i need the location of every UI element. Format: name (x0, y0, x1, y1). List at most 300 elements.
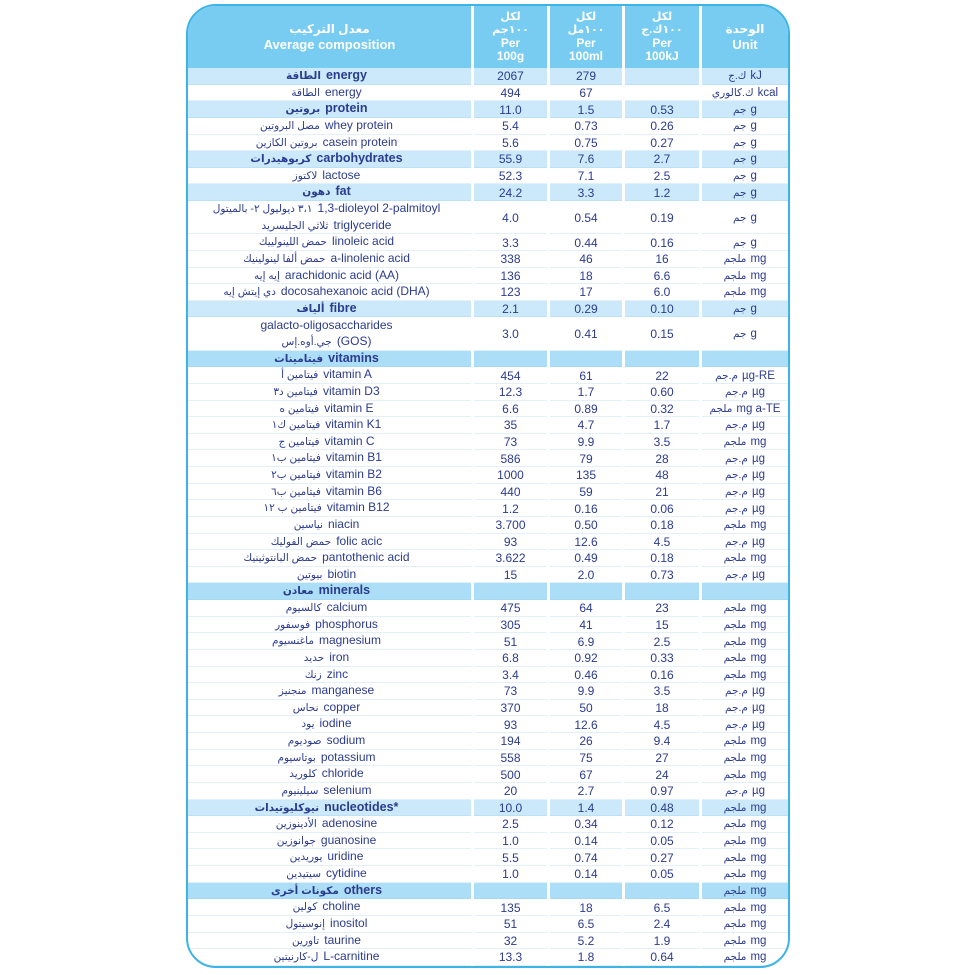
unit (699, 800, 788, 817)
unit-ar: م.جم (725, 702, 748, 715)
nutrient-name-en: casein protein (322, 134, 398, 149)
nutrient-name-ar: كالسيوم (285, 602, 322, 615)
nutrient-name-ar: منجنيز (278, 685, 307, 698)
unit-en: mg (750, 818, 767, 831)
nutrient-name (188, 583, 471, 600)
unit-en: mg (750, 552, 767, 565)
unit-ar: م.جم (725, 386, 748, 399)
value-per-100kj: 0.97 (622, 783, 699, 800)
nutrient-name-en: fibre (329, 300, 357, 315)
nutrient-name (188, 866, 471, 883)
nutrient-name-line (243, 251, 416, 268)
value-per-100kj: 0.60 (622, 384, 699, 401)
table-row (188, 417, 788, 434)
nutrient-name-ar: جوانوزين (276, 834, 316, 847)
nutrient-name-line (283, 583, 376, 600)
value-per-100kj: 48 (622, 467, 699, 484)
unit-en: g (750, 186, 757, 199)
table-row (188, 201, 788, 234)
nutrient-name-en: vitamin K1 (325, 417, 382, 432)
value-per-100ml: 67 (547, 766, 622, 783)
nutrient-name-en: vitamin B2 (325, 467, 382, 482)
nutrient-name-line (223, 284, 435, 301)
unit-ar: ك.كالوري (711, 86, 754, 99)
value-per-100kj: 16 (622, 251, 699, 268)
nutrient-name-ar: بوتاسيوم (277, 751, 316, 764)
nutrient-name-en: sodium (326, 733, 366, 748)
value-per-100kj: 0.48 (622, 800, 699, 817)
nutrient-name-ar: فيتامين ك١ (271, 419, 321, 432)
value-per-100ml: 12.6 (547, 534, 622, 551)
unit (699, 417, 788, 434)
unit-ar: م.جم (725, 502, 748, 515)
value-per-100ml (547, 351, 622, 368)
nutrient-name (188, 800, 471, 817)
nutrient-name (188, 750, 471, 767)
unit-ar: ملجم (723, 652, 747, 665)
unit (699, 750, 788, 767)
unit (699, 101, 788, 118)
header-per-100ml-en2: 100ml (568, 49, 604, 63)
nutrient-name-ar: نياسين (293, 518, 323, 531)
value-per-100kj: 27 (622, 750, 699, 767)
nutrient-name (188, 700, 471, 717)
table-row (188, 184, 788, 201)
value-per-100g: 10.0 (471, 800, 547, 817)
value-per-100ml: 0.74 (547, 849, 622, 866)
nutrient-name-line (272, 633, 387, 650)
unit-en: g (750, 328, 757, 340)
nutrient-name (188, 534, 471, 551)
header-per-100ml-en1: Per (576, 36, 596, 50)
nutrient-name (188, 816, 471, 833)
nutrient-name-en: biotin (327, 566, 357, 581)
nutrient-name-ar: يود (301, 718, 315, 731)
value-per-100g: 1.0 (471, 833, 547, 850)
unit-en: mg (750, 901, 767, 914)
nutrient-name-line (277, 750, 381, 767)
unit-en: mg (750, 934, 767, 947)
table-row (188, 899, 788, 916)
unit-en: g (750, 236, 757, 249)
unit-en: µg-RE (742, 369, 775, 382)
nutrient-name-ar: فيتامينات (274, 352, 324, 365)
unit-en: g (750, 211, 757, 224)
value-per-100g: 52.3 (471, 168, 547, 185)
value-per-100ml (547, 883, 622, 900)
unit (699, 683, 788, 700)
value-per-100g: 6.8 (471, 650, 547, 667)
unit-ar: جم (733, 103, 747, 116)
unit-en: mg (750, 851, 767, 864)
nutrient-name-en: potassium (320, 749, 376, 764)
unit (699, 151, 788, 168)
value-per-100g: 494 (471, 85, 547, 102)
value-per-100g: 12.3 (471, 384, 547, 401)
unit-en: mg (750, 735, 767, 748)
unit-en: µg (751, 569, 765, 582)
value-per-100g: 454 (471, 367, 547, 384)
nutrient-name-line (260, 318, 398, 334)
value-per-100kj (622, 68, 699, 85)
nutrient-name-ar: إنوسيتول (285, 917, 326, 930)
nutrient-name (188, 85, 471, 102)
unit-ar: جم (733, 328, 747, 340)
table-row (188, 450, 788, 467)
value-per-100g: 35 (471, 417, 547, 434)
unit-ar: جم (733, 186, 747, 199)
unit (699, 234, 788, 251)
nutrient-name-en: vitamin D3 (322, 383, 380, 398)
nutrient-name (188, 301, 471, 318)
unit-ar: جم (733, 170, 747, 183)
nutrient-name-ar: كربوهيدرات (250, 153, 312, 166)
nutrient-name-en: 1,3-dioleyol 2-palmitoyl (317, 201, 441, 216)
value-per-100kj: 3.5 (622, 434, 699, 451)
table-row (188, 733, 788, 750)
value-per-100kj: 2.5 (622, 168, 699, 185)
nutrient-name-line (278, 434, 380, 451)
nutrient-name-ar: فيتامين ج (278, 435, 320, 448)
value-per-100g: 440 (471, 484, 547, 501)
nutrient-name (188, 351, 471, 368)
value-per-100g: 24.2 (471, 184, 547, 201)
nutrient-name-line (243, 550, 415, 567)
nutrient-name-line (293, 899, 367, 916)
value-per-100ml: 50 (547, 700, 622, 717)
value-per-100g: 4.0 (471, 201, 547, 234)
value-per-100ml: 0.29 (547, 301, 622, 318)
table-row (188, 583, 788, 600)
value-per-100ml: 0.89 (547, 401, 622, 418)
nutrient-name (188, 68, 471, 85)
value-per-100kj (622, 583, 699, 600)
value-per-100g: 3.0 (471, 317, 547, 350)
value-per-100ml: 0.44 (547, 234, 622, 251)
unit (699, 633, 788, 650)
unit-en: mg (750, 635, 767, 648)
table-row (188, 750, 788, 767)
nutrient-name-en: pantothenic acid (322, 550, 410, 565)
table-row (188, 317, 788, 350)
table-row (188, 101, 788, 118)
nutrient-name-en: linoleic acid (332, 234, 395, 249)
value-per-100g: 1.2 (471, 500, 547, 517)
nutrient-name-ar: حمض ألفا لينولينيك (243, 252, 326, 265)
header-per-100g-ar2: ١٠٠جم (492, 24, 529, 36)
table-row (188, 367, 788, 384)
nutrient-name-line (285, 101, 373, 118)
nutrient-name-line (289, 766, 369, 783)
nutrient-name-en: cytidine (326, 866, 367, 881)
value-per-100g: 2067 (471, 68, 547, 85)
unit (699, 517, 788, 534)
nutrient-name-en: zinc (326, 666, 349, 681)
unit-en: g (750, 170, 757, 183)
nutrient-name-en: a-linolenic acid (330, 250, 410, 265)
nutrient-name (188, 500, 471, 517)
unit (699, 118, 788, 135)
unit (699, 733, 788, 750)
nutrient-name-en: carbohydrates (316, 151, 403, 166)
table-row (188, 118, 788, 135)
unit-en: g (750, 120, 757, 133)
value-per-100kj: 0.64 (622, 949, 699, 966)
value-per-100kj: 0.27 (622, 849, 699, 866)
table-row (188, 284, 788, 301)
header-per-100g-en1: Per (500, 36, 521, 50)
nutrient-name-en: inositol (330, 915, 368, 930)
value-per-100kj: 0.26 (622, 118, 699, 135)
value-per-100g: 2.5 (471, 816, 547, 833)
nutrient-name (188, 916, 471, 933)
unit (699, 816, 788, 833)
value-per-100ml: 9.9 (547, 434, 622, 451)
value-per-100ml: 18 (547, 268, 622, 285)
unit-en: mg (750, 652, 767, 665)
unit (699, 351, 788, 368)
nutrient-name-ar: سيلينيوم (281, 784, 319, 797)
nutrient-name-ar: حمض الفوليك (270, 535, 332, 548)
nutrient-name (188, 467, 471, 484)
unit-ar: ملجم (723, 269, 747, 282)
unit-ar: ملجم (723, 253, 747, 266)
unit (699, 899, 788, 916)
unit (699, 467, 788, 484)
unit-en: µg (751, 452, 765, 465)
nutrient-name (188, 783, 471, 800)
nutrient-name-en: docosahexanoic acid (DHA) (280, 284, 430, 299)
nutrient-name-en: triglyceride (333, 217, 392, 232)
value-per-100ml: 0.14 (547, 866, 622, 883)
unit-en: mg (750, 519, 767, 532)
value-per-100kj: 4.5 (622, 534, 699, 551)
unit-en: mg (750, 602, 767, 615)
unit (699, 317, 788, 350)
table-row (188, 617, 788, 634)
value-per-100ml: 4.7 (547, 417, 622, 434)
value-per-100ml: 0.41 (547, 317, 622, 350)
unit (699, 716, 788, 733)
value-per-100kj (622, 85, 699, 102)
value-per-100kj: 0.18 (622, 517, 699, 534)
header-per-100g-en2: 100g (496, 49, 525, 63)
table-row (188, 301, 788, 318)
table-row (188, 816, 788, 833)
nutrient-name (188, 135, 471, 152)
unit (699, 700, 788, 717)
nutrient-name (188, 184, 471, 201)
nutrient-name (188, 899, 471, 916)
unit-en: µg (751, 469, 765, 482)
unit-en: kcal (757, 86, 779, 99)
unit-en: mg (750, 668, 767, 681)
unit-en: µg (751, 535, 765, 548)
unit-en: mg (750, 951, 767, 964)
value-per-100ml: 0.49 (547, 550, 622, 567)
table-row (188, 268, 788, 285)
unit (699, 484, 788, 501)
nutrient-name-line (290, 849, 370, 866)
nutrient-name-line (282, 334, 378, 351)
nutrient-name (188, 600, 471, 617)
nutrient-name-en: others (343, 882, 383, 897)
unit-en: µg (751, 485, 765, 498)
nutrient-name-line (255, 800, 405, 817)
value-per-100g: 93 (471, 534, 547, 551)
value-per-100g: 11.0 (471, 101, 547, 118)
unit-ar: ملجم (723, 552, 747, 565)
value-per-100kj: 0.10 (622, 301, 699, 318)
nutrient-name-ar: تاورين (292, 934, 320, 947)
value-per-100ml: 3.3 (547, 184, 622, 201)
value-per-100g: 475 (471, 600, 547, 617)
value-per-100ml: 0.54 (547, 201, 622, 234)
value-per-100kj: 22 (622, 367, 699, 384)
table-body (188, 68, 788, 966)
nutrient-name-line (301, 716, 357, 733)
nutrient-name-en: galacto-oligosaccharides (260, 318, 393, 332)
value-per-100ml: 0.34 (547, 816, 622, 833)
table-row (188, 384, 788, 401)
nutrient-name-line (276, 816, 383, 833)
table-row (188, 517, 788, 534)
value-per-100g (471, 351, 547, 368)
nutrient-name-en: arachidonic acid (AA) (284, 267, 399, 282)
header-average-composition (188, 6, 471, 68)
table-row (188, 833, 788, 850)
header-unit-ar: الوحدة (725, 22, 765, 36)
nutrient-name-line (291, 85, 367, 102)
nutrient-name-ar: فيتامين ب٢ (271, 469, 321, 482)
value-per-100ml: 0.50 (547, 517, 622, 534)
nutrient-name-ar: كولين (292, 901, 318, 914)
value-per-100ml: 7.6 (547, 151, 622, 168)
unit-ar: ملجم (709, 402, 733, 415)
nutrient-name (188, 716, 471, 733)
unit-ar: ملجم (723, 519, 747, 532)
unit (699, 617, 788, 634)
table-row (188, 567, 788, 584)
table-row (188, 650, 788, 667)
unit-ar: م.جم (725, 419, 748, 432)
unit (699, 367, 788, 384)
nutrient-name-ar: حديد (303, 651, 325, 664)
unit (699, 500, 788, 517)
nutrient-name-ar: مصل البروتين (260, 119, 320, 132)
value-per-100g: 93 (471, 716, 547, 733)
value-per-100g (471, 583, 547, 600)
nutrient-name (188, 234, 471, 251)
nutrient-name (188, 317, 471, 350)
nutrient-name (188, 284, 471, 301)
unit-ar: ملجم (723, 918, 747, 931)
nutrient-name-en: vitamin E (324, 400, 374, 415)
value-per-100g: 5.5 (471, 849, 547, 866)
nutrient-name-ar: لاكتوز (292, 169, 318, 182)
nutrient-name-en: whey protein (324, 117, 393, 132)
unit-ar: ك.ج (728, 70, 747, 83)
unit-ar: ملجم (723, 818, 747, 831)
unit (699, 766, 788, 783)
nutrient-name-en: protein (325, 101, 368, 116)
nutrient-name-ar: حمض اللينولييك (258, 236, 328, 249)
value-per-100ml (547, 583, 622, 600)
nutrient-name-en: selenium (323, 782, 372, 797)
unit (699, 949, 788, 966)
table-row (188, 550, 788, 567)
unit-en: mg a-TE (736, 402, 781, 415)
header-average-composition-en: Average composition (263, 37, 396, 52)
nutrient-name-line (286, 600, 374, 617)
nutrient-name-line (302, 184, 357, 201)
value-per-100g: 5.4 (471, 118, 547, 135)
value-per-100ml: 0.92 (547, 650, 622, 667)
value-per-100kj: 0.27 (622, 135, 699, 152)
nutrient-name-ar: بروتين (285, 103, 321, 116)
nutrient-name-ar: زنك (304, 668, 322, 681)
unit-en: mg (750, 835, 767, 848)
unit-en: g (750, 153, 757, 166)
value-per-100g: 51 (471, 633, 547, 650)
value-per-100kj: 15 (622, 617, 699, 634)
unit-en: mg (750, 436, 767, 449)
unit (699, 68, 788, 85)
value-per-100g: 123 (471, 284, 547, 301)
value-per-100kj: 0.73 (622, 567, 699, 584)
nutrient-name-ar: الأدينوزين (275, 818, 317, 831)
nutrient-name-line (297, 567, 362, 584)
value-per-100ml: 46 (547, 251, 622, 268)
nutrient-name (188, 417, 471, 434)
value-per-100ml: 17 (547, 284, 622, 301)
table-row (188, 933, 788, 950)
table-row (188, 168, 788, 185)
nutrient-name-en: copper (323, 699, 361, 714)
unit (699, 184, 788, 201)
value-per-100g: 3.3 (471, 234, 547, 251)
table-row (188, 351, 788, 368)
value-per-100kj: 1.2 (622, 184, 699, 201)
nutrient-name-line (263, 500, 395, 517)
value-per-100kj: 6.6 (622, 268, 699, 285)
unit (699, 450, 788, 467)
header-per-100g (471, 6, 547, 68)
nutrient-name (188, 151, 471, 168)
unit-en: g (750, 136, 757, 149)
value-per-100kj: 1.7 (622, 417, 699, 434)
table-row (188, 534, 788, 551)
unit-ar: ملجم (723, 618, 747, 631)
unit (699, 583, 788, 600)
nutrient-name-en: energy (324, 84, 362, 99)
nutrient-name-ar: الطاقة (291, 86, 320, 99)
nutrient-name-line (279, 683, 380, 700)
nutrient-name-line (279, 401, 379, 418)
nutrient-name-ar: سيتيدين (286, 868, 322, 881)
unit (699, 135, 788, 152)
nutrient-name-line (271, 883, 388, 900)
value-per-100g: 370 (471, 700, 547, 717)
table-row (188, 600, 788, 617)
value-per-100g: 338 (471, 251, 547, 268)
value-per-100ml: 18 (547, 899, 622, 916)
value-per-100kj: 18 (622, 700, 699, 717)
value-per-100ml: 67 (547, 85, 622, 102)
unit (699, 783, 788, 800)
value-per-100kj: 6.5 (622, 899, 699, 916)
value-per-100g: 1000 (471, 467, 547, 484)
